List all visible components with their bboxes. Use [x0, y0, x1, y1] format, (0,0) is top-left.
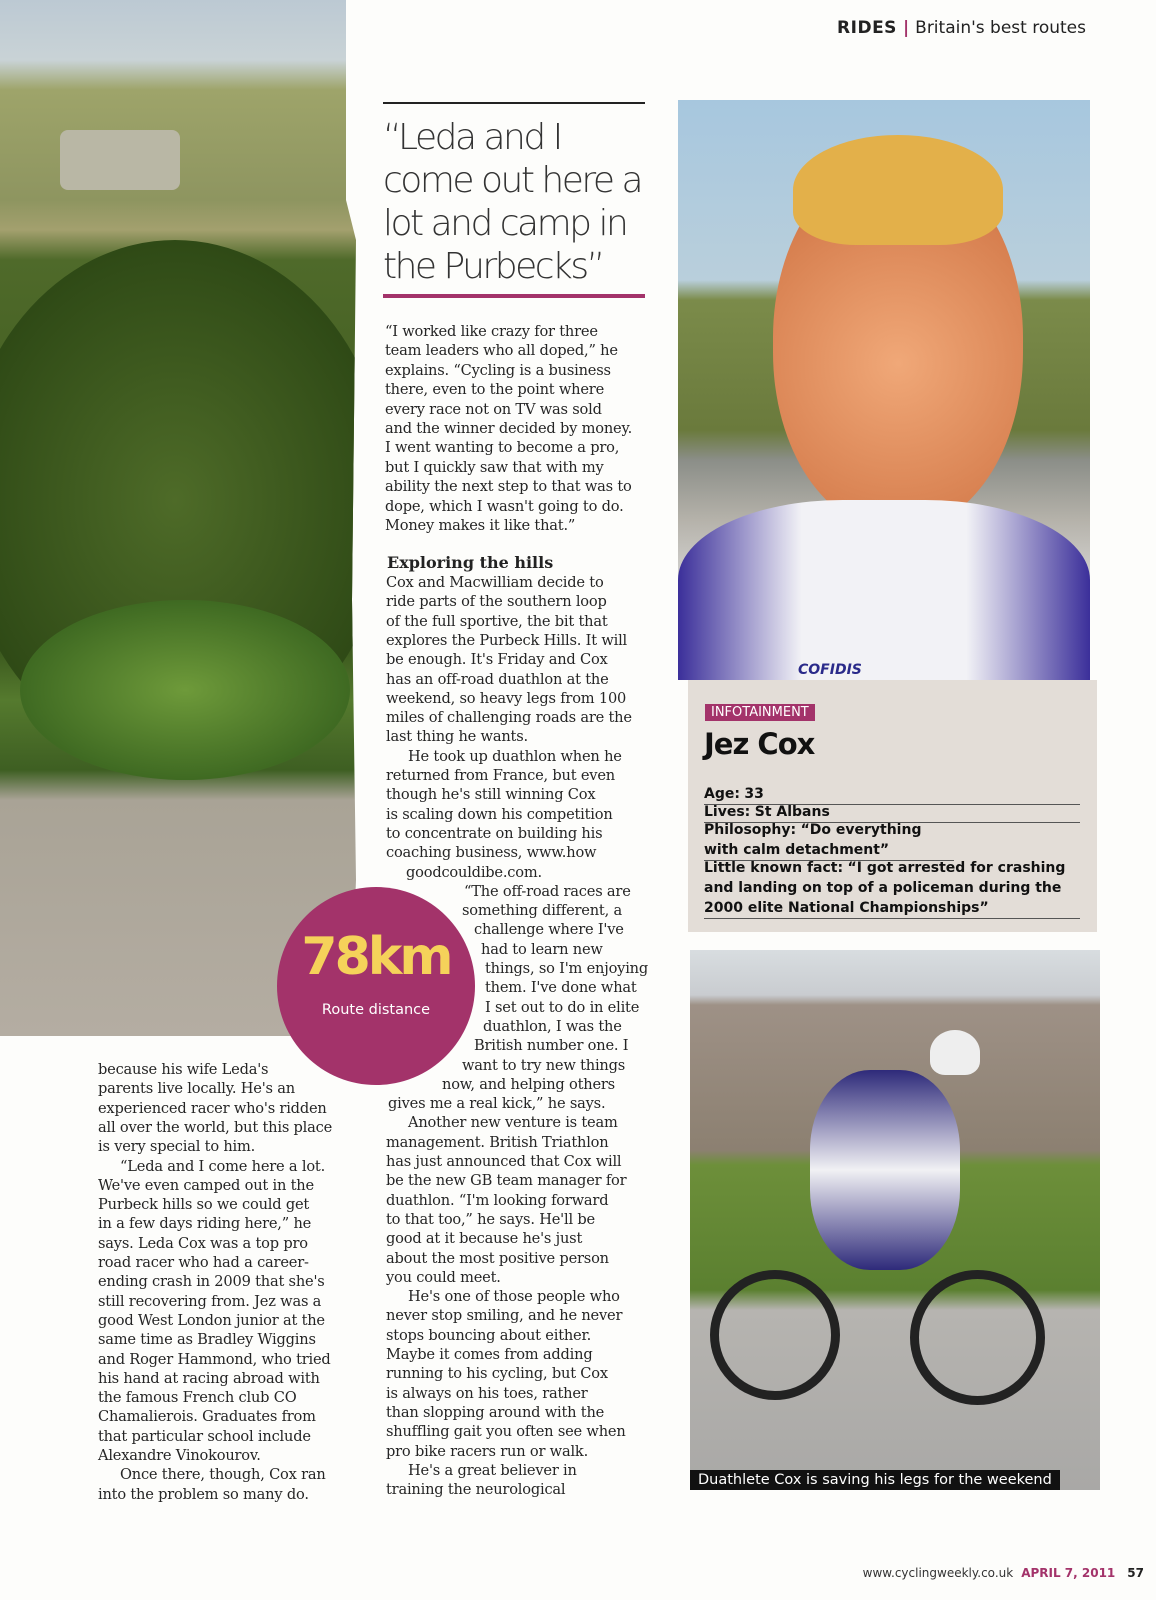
- text-line: team leaders who all doped,” he: [385, 342, 618, 360]
- landscape-photo: [0, 0, 356, 1036]
- text-line: “The off-road races are: [464, 882, 631, 900]
- text-line: had to learn new: [481, 940, 603, 958]
- text-line: running to his cycling, but Cox: [386, 1365, 608, 1383]
- text-line: Chamalierois. Graduates from: [98, 1408, 316, 1426]
- text-line: is very special to him.: [98, 1138, 256, 1156]
- text-line: “Leda and I come here a lot.: [120, 1157, 326, 1175]
- text-line: has just announced that Cox will: [386, 1153, 622, 1170]
- rear-wheel: [910, 1270, 1045, 1405]
- text-line: though he's still winning Cox: [386, 786, 596, 804]
- text-line: management. British Triathlon: [386, 1133, 609, 1151]
- info-box: [688, 680, 1097, 932]
- text-line: all over the world, but this place: [98, 1118, 333, 1136]
- text-line: be the new GB team manager for: [386, 1172, 627, 1190]
- text-line: dope, which I wasn't going to do.: [385, 497, 624, 515]
- page-number: 57: [1127, 1566, 1144, 1580]
- text-line: in a few days riding here,” he: [98, 1215, 312, 1233]
- text-line: explores the Purbeck Hills. It will: [386, 631, 628, 649]
- text-line: explains. “Cycling is a business: [385, 361, 611, 379]
- text-line: than slopping around with the: [386, 1403, 605, 1421]
- text-line: now, and helping others: [442, 1075, 615, 1093]
- text-line: and Roger Hammond, who tried: [98, 1350, 331, 1368]
- text-line: parents live locally. He's an: [98, 1080, 295, 1098]
- text-line: miles of challenging roads are the: [386, 709, 632, 727]
- text-line: coaching business, www.how: [386, 844, 597, 862]
- foliage: [20, 600, 350, 780]
- route-distance-value: 78km: [301, 927, 451, 987]
- text-line: to concentrate on building his: [386, 824, 603, 842]
- text-line: He's one of those people who: [408, 1288, 620, 1306]
- text-line: He took up duathlon when he: [408, 747, 622, 765]
- text-line: his hand at racing abroad with: [98, 1369, 320, 1387]
- text-line: We've even camped out in the: [98, 1176, 314, 1194]
- text-line: is always on his toes, rather: [386, 1384, 588, 1402]
- section-header: RIDES | Britain's best routes: [837, 18, 1086, 38]
- text-line: ability the next step to that was to: [385, 478, 632, 496]
- text-line: them. I've done what: [485, 979, 637, 997]
- text-line: Cox and Macwilliam decide to: [386, 574, 604, 591]
- footer-url: www.cyclingweekly.co.uk: [862, 1566, 1014, 1580]
- front-wheel: [710, 1270, 840, 1400]
- hair: [793, 135, 1003, 245]
- text-line: pro bike racers run or walk.: [386, 1442, 589, 1460]
- text-line: still recovering from. Jez was a: [98, 1292, 322, 1310]
- pull-quote-rule: [383, 294, 645, 298]
- text-line: ride parts of the southern loop: [386, 593, 607, 611]
- pull-quote: [383, 102, 645, 288]
- info-philosophy: Philosophy: “Do everything with calm detachment”: [704, 820, 954, 861]
- pull-quote-text: “Leda and I come out here a lot and camp in the Purbecks”: [383, 117, 642, 287]
- text-line: ending crash in 2009 that she's: [98, 1273, 325, 1291]
- text-line: good at it because he's just: [386, 1230, 583, 1248]
- route-distance-label: Route distance: [321, 1002, 431, 1018]
- text-line: Another new venture is team: [408, 1114, 618, 1132]
- castle-ruins: [60, 130, 180, 190]
- photo-caption: Duathlete Cox is saving his legs for the weekend: [690, 1470, 1060, 1490]
- text-line: things, so I'm enjoying: [485, 960, 649, 977]
- text-line: you could meet.: [386, 1268, 501, 1286]
- text-line: good West London junior at the: [98, 1311, 325, 1329]
- text-line: into the problem so many do.: [98, 1485, 309, 1503]
- subheading: Exploring the hills: [387, 553, 554, 572]
- text-line: He's a great believer in: [408, 1461, 577, 1479]
- text-line: road racer who had a career-: [98, 1254, 309, 1271]
- text-line: goodcouldibe.com.: [406, 863, 542, 881]
- helmet: [930, 1030, 980, 1075]
- info-age: Age: 33: [704, 784, 1080, 805]
- text-line: every race not on TV was sold: [385, 400, 602, 418]
- text-line: “I worked like crazy for three: [385, 323, 598, 340]
- text-line: about the most positive person: [386, 1249, 609, 1267]
- text-line: Alexandre Vinokourov.: [98, 1447, 261, 1464]
- text-line: duathlon, I was the: [483, 1017, 622, 1035]
- text-line: of the full sportive, the bit that: [386, 612, 608, 630]
- text-line: training the neurological: [386, 1481, 566, 1499]
- text-line: the famous French club CO: [98, 1389, 297, 1407]
- text-line: there, even to the point where: [385, 381, 605, 399]
- text-line: returned from France, but even: [386, 767, 615, 784]
- text-line: Once there, though, Cox ran: [120, 1466, 326, 1484]
- text-line: but I quickly saw that with my: [385, 458, 604, 476]
- jersey-logo: COFIDIS: [798, 662, 862, 678]
- text-line: gives me a real kick,” he says.: [388, 1095, 606, 1113]
- text-line: because his wife Leda's: [98, 1061, 269, 1078]
- jersey: [678, 500, 1090, 680]
- text-line: want to try new things: [462, 1056, 626, 1074]
- text-line: never stop smiling, and he never: [386, 1307, 623, 1325]
- info-fact: Little known fact: “I got arrested for crashing and landing on top of a policeman during the 2000 elite National Championships”: [704, 858, 1080, 919]
- info-name: Jez Cox: [704, 727, 815, 761]
- footer-date: APRIL 7, 2011: [1021, 1566, 1116, 1580]
- text-line: British number one. I: [474, 1037, 629, 1055]
- text-line: be enough. It's Friday and Cox: [386, 651, 608, 669]
- text-line: says. Leda Cox was a top pro: [98, 1234, 308, 1252]
- info-tag: INFOTAINMENT: [705, 704, 815, 721]
- text-line: challenge where I've: [474, 921, 624, 939]
- text-line: and the winner decided by money.: [385, 420, 633, 437]
- rider: [810, 1070, 960, 1270]
- text-line: weekend, so heavy legs from 100: [386, 689, 627, 707]
- page-footer: [863, 1566, 1144, 1580]
- text-line: last thing he wants.: [386, 728, 528, 746]
- text-line: has an off-road duathlon at the: [386, 670, 609, 688]
- route-distance-badge: [277, 887, 475, 1085]
- text-line: shuffling gait you often see when: [386, 1423, 626, 1441]
- text-line: that particular school include: [98, 1427, 311, 1445]
- text-line: Maybe it comes from adding: [386, 1346, 593, 1363]
- text-line: something different, a: [462, 902, 622, 920]
- text-line: to that too,” he says. He'll be: [386, 1210, 595, 1228]
- text-line: Purbeck hills so we could get: [98, 1196, 310, 1214]
- text-line: Money makes it like that.”: [385, 517, 576, 534]
- cyclists-photo: [690, 950, 1100, 1490]
- text-line: I set out to do in elite: [485, 998, 640, 1016]
- text-line: is scaling down his competition: [386, 805, 613, 823]
- text-line: stops bouncing about either.: [386, 1326, 592, 1344]
- portrait-photo: [678, 100, 1090, 680]
- info-lives: Lives: St Albans: [704, 802, 1080, 823]
- text-line: experienced racer who's ridden: [98, 1099, 327, 1117]
- text-line: same time as Bradley Wiggins: [98, 1331, 316, 1349]
- text-line: duathlon. “I'm looking forward: [386, 1191, 609, 1209]
- text-line: I went wanting to become a pro,: [385, 439, 620, 457]
